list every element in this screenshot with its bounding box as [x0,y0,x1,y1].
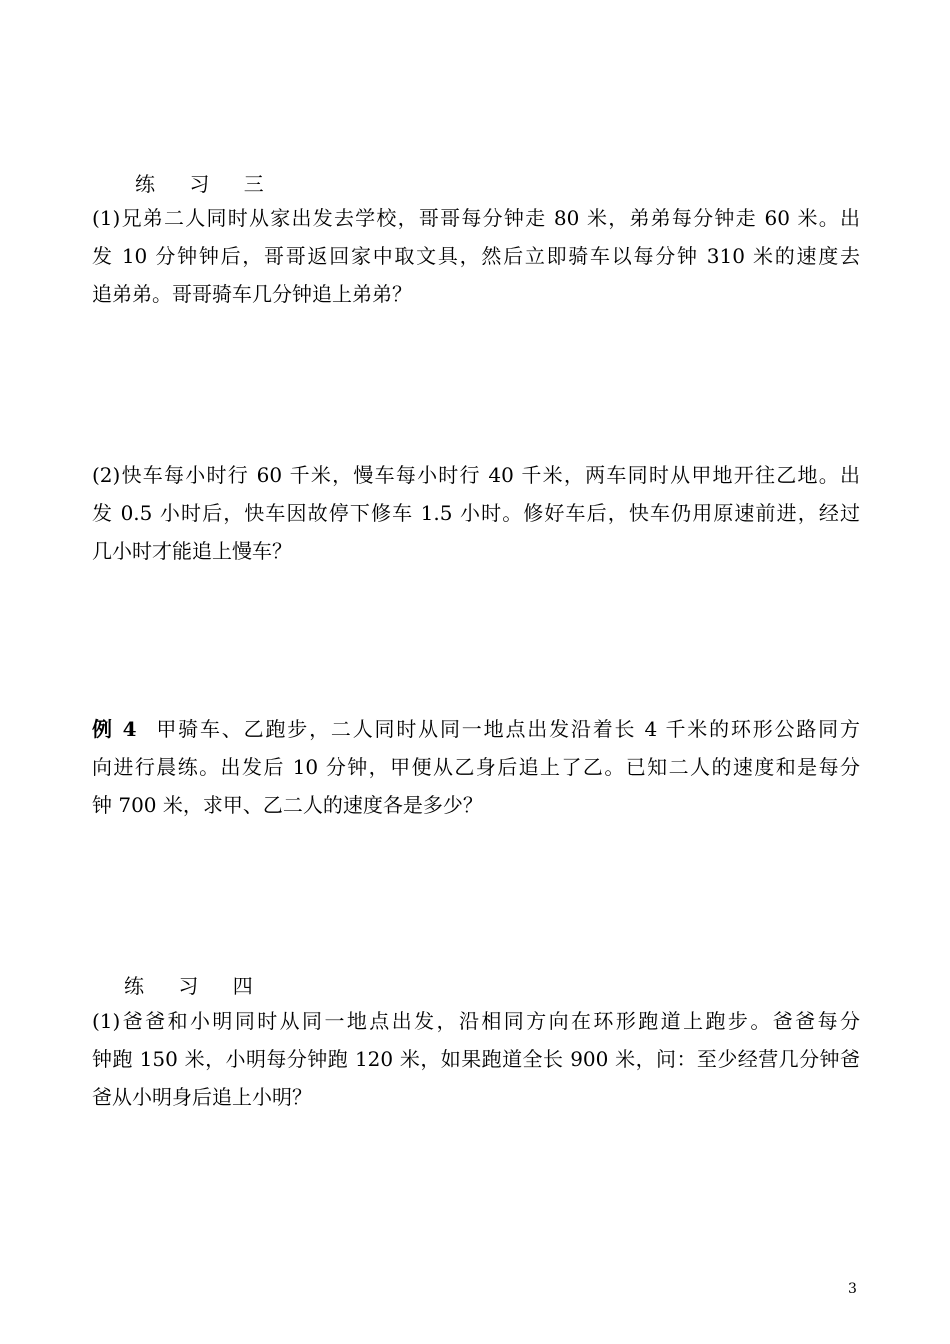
practice-3-question-1 [92,199,860,313]
practice-4-heading: 练 习 四 [124,974,267,998]
question-line: 发 0.5 小时后，快车因故停下修车 1.5 小时。修好车后，快车仍用原速前进，经过 [92,501,860,525]
question-line: 爸从小明身后追上小明？ [92,1085,312,1109]
example-line: 钟 700 米，求甲、乙二人的速度各是多少？ [92,793,483,817]
question-line: 发 10 分钟钟后，哥哥返回家中取文具，然后立即骑车以每分钟 310 米的速度去 [92,244,860,268]
practice-3-question-2 [92,456,860,570]
practice-3-heading: 练 习 三 [135,172,278,196]
example-4 [92,710,860,824]
page-number: 3 [848,1281,857,1297]
question-line: (2)快车每小时行 60 千米，慢车每小时行 40 千米，两车同时从甲地开往乙地。出 [92,463,860,487]
question-line: (1)爸爸和小明同时从同一地点出发，沿相同方向在环形跑道上跑步。爸爸每分 [92,1009,860,1033]
example-first-line [92,710,860,748]
example-text: 甲骑车、乙跑步，二人同时从同一地点出发沿着长 4 千米的环形公路同方 [154,717,860,741]
example-line: 向进行晨练。出发后 10 分钟，甲便从乙身后追上了乙。已知二人的速度和是每分 [92,755,860,779]
example-label: 例 4 [92,717,137,741]
question-line: (1)兄弟二人同时从家出发去学校，哥哥每分钟走 80 米，弟弟每分钟走 60 米。出 [92,206,860,230]
question-line: 追弟弟。哥哥骑车几分钟追上弟弟？ [92,282,412,306]
question-line: 几小时才能追上慢车？ [92,539,292,563]
question-line: 钟跑 150 米，小明每分钟跑 120 米，如果跑道全长 900 米，问：至少经营几分钟爸 [92,1047,860,1071]
practice-4-question-1 [92,1002,860,1116]
